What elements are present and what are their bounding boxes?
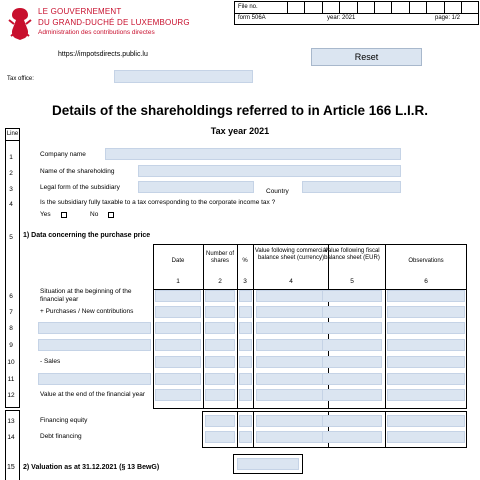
table-cell-field[interactable] — [387, 389, 465, 401]
page-number: page: 1/2 — [435, 15, 461, 21]
table-cell-field[interactable] — [239, 373, 252, 385]
table-cell-field[interactable] — [256, 306, 326, 318]
legal-form-label: Legal form of the subsidiary — [40, 184, 120, 191]
table-cell-field[interactable] — [239, 356, 252, 368]
website-link[interactable]: https://impotsdirects.public.lu — [58, 51, 148, 58]
table-cell-field[interactable] — [205, 356, 235, 368]
file-no-digit-box[interactable] — [461, 2, 478, 13]
country-label: Country — [266, 188, 289, 195]
financing-cell-field[interactable] — [387, 415, 465, 427]
row-label: Situation at the beginning of the financial year — [40, 288, 132, 303]
logo-line-2: DU GRAND-DUCHÉ DE LUXEMBOURG — [38, 18, 190, 27]
table-cell-field[interactable] — [256, 339, 326, 351]
logo-line-3: Administration des contributions directes — [38, 29, 155, 36]
table-cell-field[interactable] — [322, 356, 382, 368]
financing-cell-field[interactable] — [205, 415, 235, 427]
line-number: 5 — [9, 234, 13, 241]
financing-cell-field[interactable] — [322, 415, 382, 427]
section-2-title: 2) Valuation as at 31.12.2021 (§ 13 BewG) — [23, 464, 160, 471]
row-description-field[interactable] — [38, 322, 151, 334]
table-cell-field[interactable] — [155, 290, 201, 302]
financing-cell-field[interactable] — [322, 431, 382, 443]
row-description-field[interactable] — [38, 373, 151, 385]
table-cell-field[interactable] — [239, 389, 252, 401]
line-number: 10 — [7, 359, 15, 366]
line-number: 3 — [9, 186, 13, 193]
table-cell-field[interactable] — [256, 322, 326, 334]
table-cell-field[interactable] — [155, 322, 201, 334]
file-no-digit-box[interactable] — [391, 2, 408, 13]
file-no-label: File no. — [238, 4, 258, 10]
table-cell-field[interactable] — [155, 373, 201, 385]
line-number: 9 — [9, 342, 13, 349]
table-cell-field[interactable] — [155, 356, 201, 368]
col-header-observations: Observations — [408, 258, 444, 264]
table-cell-field[interactable] — [322, 389, 382, 401]
table-cell-field[interactable] — [387, 356, 465, 368]
table-cell-field[interactable] — [239, 322, 252, 334]
file-no-digit-box[interactable] — [322, 2, 339, 13]
table-cell-field[interactable] — [322, 322, 382, 334]
line-number: 6 — [9, 293, 13, 300]
table-cell-field[interactable] — [239, 306, 252, 318]
yes-label: Yes — [40, 211, 51, 218]
table-cell-field[interactable] — [322, 373, 382, 385]
table-cell-field[interactable] — [256, 373, 326, 385]
col-header-date: Date — [171, 258, 185, 264]
table-cell-field[interactable] — [155, 389, 201, 401]
financing-label: Debt financing — [40, 433, 82, 440]
shareholding-name-field[interactable] — [138, 165, 401, 177]
file-no-digit-box[interactable] — [426, 2, 443, 13]
table-cell-field[interactable] — [239, 290, 252, 302]
country-field[interactable] — [302, 181, 401, 193]
table-cell-field[interactable] — [387, 339, 465, 351]
row-label: Value at the end of the financial year — [40, 391, 146, 398]
file-no-digit-box[interactable] — [409, 2, 426, 13]
table-cell-field[interactable] — [256, 290, 326, 302]
col-header-shares: Number of shares — [205, 251, 234, 264]
table-cell-field[interactable] — [155, 306, 201, 318]
file-no-digit-box[interactable] — [339, 2, 356, 13]
line-number: 1 — [9, 154, 13, 161]
header-info-box — [234, 1, 479, 25]
line-number: 2 — [9, 170, 13, 177]
section-1-title: 1) Data concerning the purchase price — [23, 232, 151, 239]
table-cell-field[interactable] — [205, 373, 235, 385]
line-number: 14 — [7, 434, 15, 441]
shareholding-name-label: Name of the shareholding — [40, 168, 115, 175]
financing-cell-field[interactable] — [239, 431, 252, 443]
financing-cell-field[interactable] — [387, 431, 465, 443]
reset-button-label: Reset — [354, 52, 379, 62]
tax-office-label: Tax office: — [7, 76, 34, 82]
col-number: 4 — [289, 278, 293, 285]
table-cell-field[interactable] — [387, 290, 465, 302]
table-cell-field[interactable] — [322, 306, 382, 318]
line-number: 8 — [9, 325, 13, 332]
valuation-field[interactable] — [237, 458, 299, 470]
line-number: 7 — [9, 309, 13, 316]
file-no-digit-box[interactable] — [357, 2, 374, 13]
reset-button[interactable] — [311, 48, 422, 66]
col-header-pct: % — [242, 258, 248, 264]
line-number: 12 — [7, 392, 15, 399]
line-number: 15 — [7, 464, 15, 471]
col-number: 5 — [350, 278, 354, 285]
company-name-label: Company name — [40, 151, 86, 158]
yes-checkbox[interactable] — [61, 212, 67, 218]
tax-year-heading: Tax year 2021 — [210, 126, 270, 136]
coat-of-arms-icon — [6, 6, 34, 42]
row-description-field[interactable] — [38, 339, 151, 351]
table-cell-field[interactable] — [387, 373, 465, 385]
file-no-boxes[interactable] — [287, 2, 479, 13]
form-year: year: 2021 — [327, 15, 356, 21]
line-number: 4 — [9, 201, 13, 208]
table-cell-field[interactable] — [387, 306, 465, 318]
table-cell-field[interactable] — [205, 322, 235, 334]
table-cell-field[interactable] — [256, 356, 326, 368]
table-cell-field[interactable] — [256, 389, 326, 401]
table-cell-field[interactable] — [322, 290, 382, 302]
col-number: 1 — [176, 278, 180, 285]
table-cell-field[interactable] — [322, 339, 382, 351]
file-no-digit-box[interactable] — [444, 2, 461, 13]
table-cell-field[interactable] — [239, 339, 252, 351]
row-label: - Sales — [40, 358, 61, 365]
line-header: Line — [6, 131, 19, 137]
col-number: 2 — [218, 278, 222, 285]
no-checkbox[interactable] — [108, 212, 114, 218]
line-number: 13 — [7, 418, 15, 425]
file-no-digit-box[interactable] — [287, 2, 304, 13]
file-no-digit-box[interactable] — [374, 2, 391, 13]
financing-cell-field[interactable] — [256, 415, 326, 427]
page-title: Details of the shareholdings referred to in Article 166 L.I.R. — [51, 103, 429, 118]
financing-label: Financing equity — [40, 417, 88, 424]
table-cell-field[interactable] — [387, 322, 465, 334]
government-logo-text — [38, 7, 190, 36]
col-number: 3 — [243, 278, 247, 285]
col-number: 6 — [424, 278, 428, 285]
legal-form-field[interactable] — [138, 181, 254, 193]
financing-cell-field[interactable] — [205, 431, 235, 443]
taxable-question-label: Is the subsidiary fully taxable to a tax corresponding to the corporate income tax ? — [40, 199, 276, 206]
row-label: + Purchases / New contributions — [40, 308, 134, 315]
table-cell-field[interactable] — [205, 290, 235, 302]
table-cell-field[interactable] — [155, 339, 201, 351]
form-number: form 506A — [238, 15, 266, 21]
col-header-commercial: Value following commercial balance sheet (currency) — [254, 248, 328, 261]
table-cell-field[interactable] — [205, 339, 235, 351]
no-label: No — [90, 211, 99, 218]
file-no-digit-box[interactable] — [304, 2, 321, 13]
financing-cell-field[interactable] — [239, 415, 252, 427]
col-header-fiscal: Value following fiscal balance sheet (EUR) — [324, 248, 380, 261]
company-name-field[interactable] — [105, 148, 401, 160]
tax-office-field[interactable] — [114, 70, 253, 83]
logo-line-1: LE GOUVERNEMENT — [38, 7, 122, 16]
line-number: 11 — [7, 376, 15, 383]
table-cell-field[interactable] — [205, 306, 235, 318]
table-cell-field[interactable] — [205, 389, 235, 401]
financing-cell-field[interactable] — [256, 431, 326, 443]
